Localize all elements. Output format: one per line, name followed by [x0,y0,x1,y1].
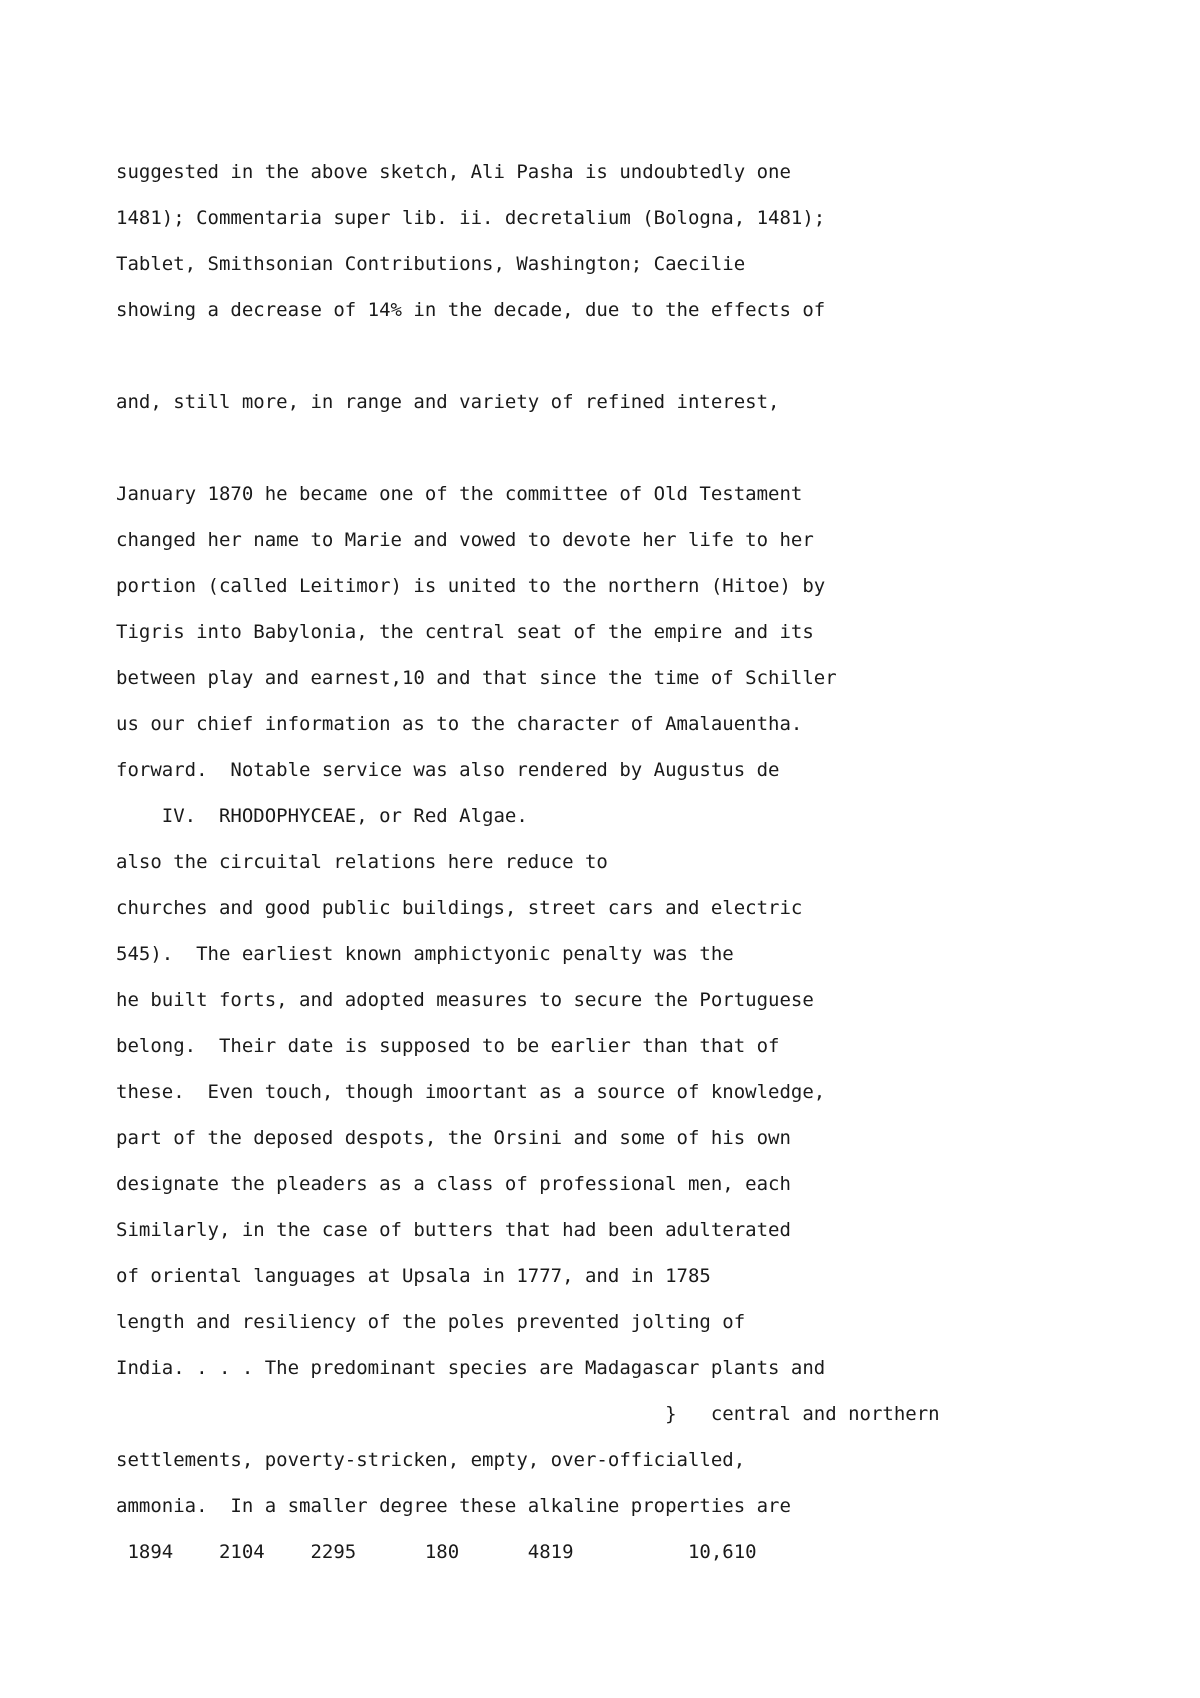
text-line-20: belong. Their date is supposed to be earlier than that of [116,1035,780,1057]
text-line-14: forward. Notable service was also rendered by Augustus de [116,759,780,781]
text-line-12: between play and earnest,10 and that since the time of Schiller [116,667,837,689]
text-line-1: suggested in the above sketch, Ali Pasha is undoubtedly one [116,161,791,183]
text-line-13: us our chief information as to the character of Amalauentha. [116,713,803,735]
text-line-4: showing a decrease of 14% in the decade, due to the effects of [116,299,826,321]
text-line-2: 1481); Commentaria super lib. ii. decretalium (Bologna, 1481); [116,207,826,229]
text-line-11: Tigris into Babylonia, the central seat of the empire and its [116,621,814,643]
text-line-3: Tablet, Smithsonian Contributions, Washington; Caecilie [116,253,746,275]
text-line-25: of oriental languages at Upsala in 1777, and in 1785 [116,1265,711,1287]
text-line-6: and, still more, in range and variety of refined interest, [116,391,780,413]
text-line-26: length and resiliency of the poles prevented jolting of [116,1311,746,1333]
text-line-28: } central and northern [116,1403,940,1425]
text-line-9: changed her name to Marie and vowed to devote her life to her [116,529,814,551]
text-line-29: settlements, poverty-stricken, empty, over-officialled, [116,1449,746,1471]
text-line-16: also the circuital relations here reduce to [116,851,608,873]
text-line-22: part of the deposed despots, the Orsini and some of his own [116,1127,791,1149]
text-line-8: January 1870 he became one of the committee of Old Testament [116,483,803,505]
text-line-15: IV. RHODOPHYCEAE, or Red Algae. [116,805,528,827]
text-line-18: 545). The earliest known amphictyonic penalty was the [116,943,734,965]
text-line-10: portion (called Leitimor) is united to the northern (Hitoe) by [116,575,826,597]
text-line-24: Similarly, in the case of butters that had been adulterated [116,1219,791,1241]
text-line-19: he built forts, and adopted measures to secure the Portuguese [116,989,814,1011]
text-line-30: ammonia. In a smaller degree these alkaline properties are [116,1495,791,1517]
text-line-27: India. . . . The predominant species are Madagascar plants and [116,1357,826,1379]
text-line-31: 1894 2104 2295 180 4819 10,610 [116,1541,757,1563]
text-line-21: these. Even touch, though imoortant as a source of knowledge, [116,1081,826,1103]
text-line-17: churches and good public buildings, street cars and electric [116,897,803,919]
text-line-23: designate the pleaders as a class of professional men, each [116,1173,791,1195]
